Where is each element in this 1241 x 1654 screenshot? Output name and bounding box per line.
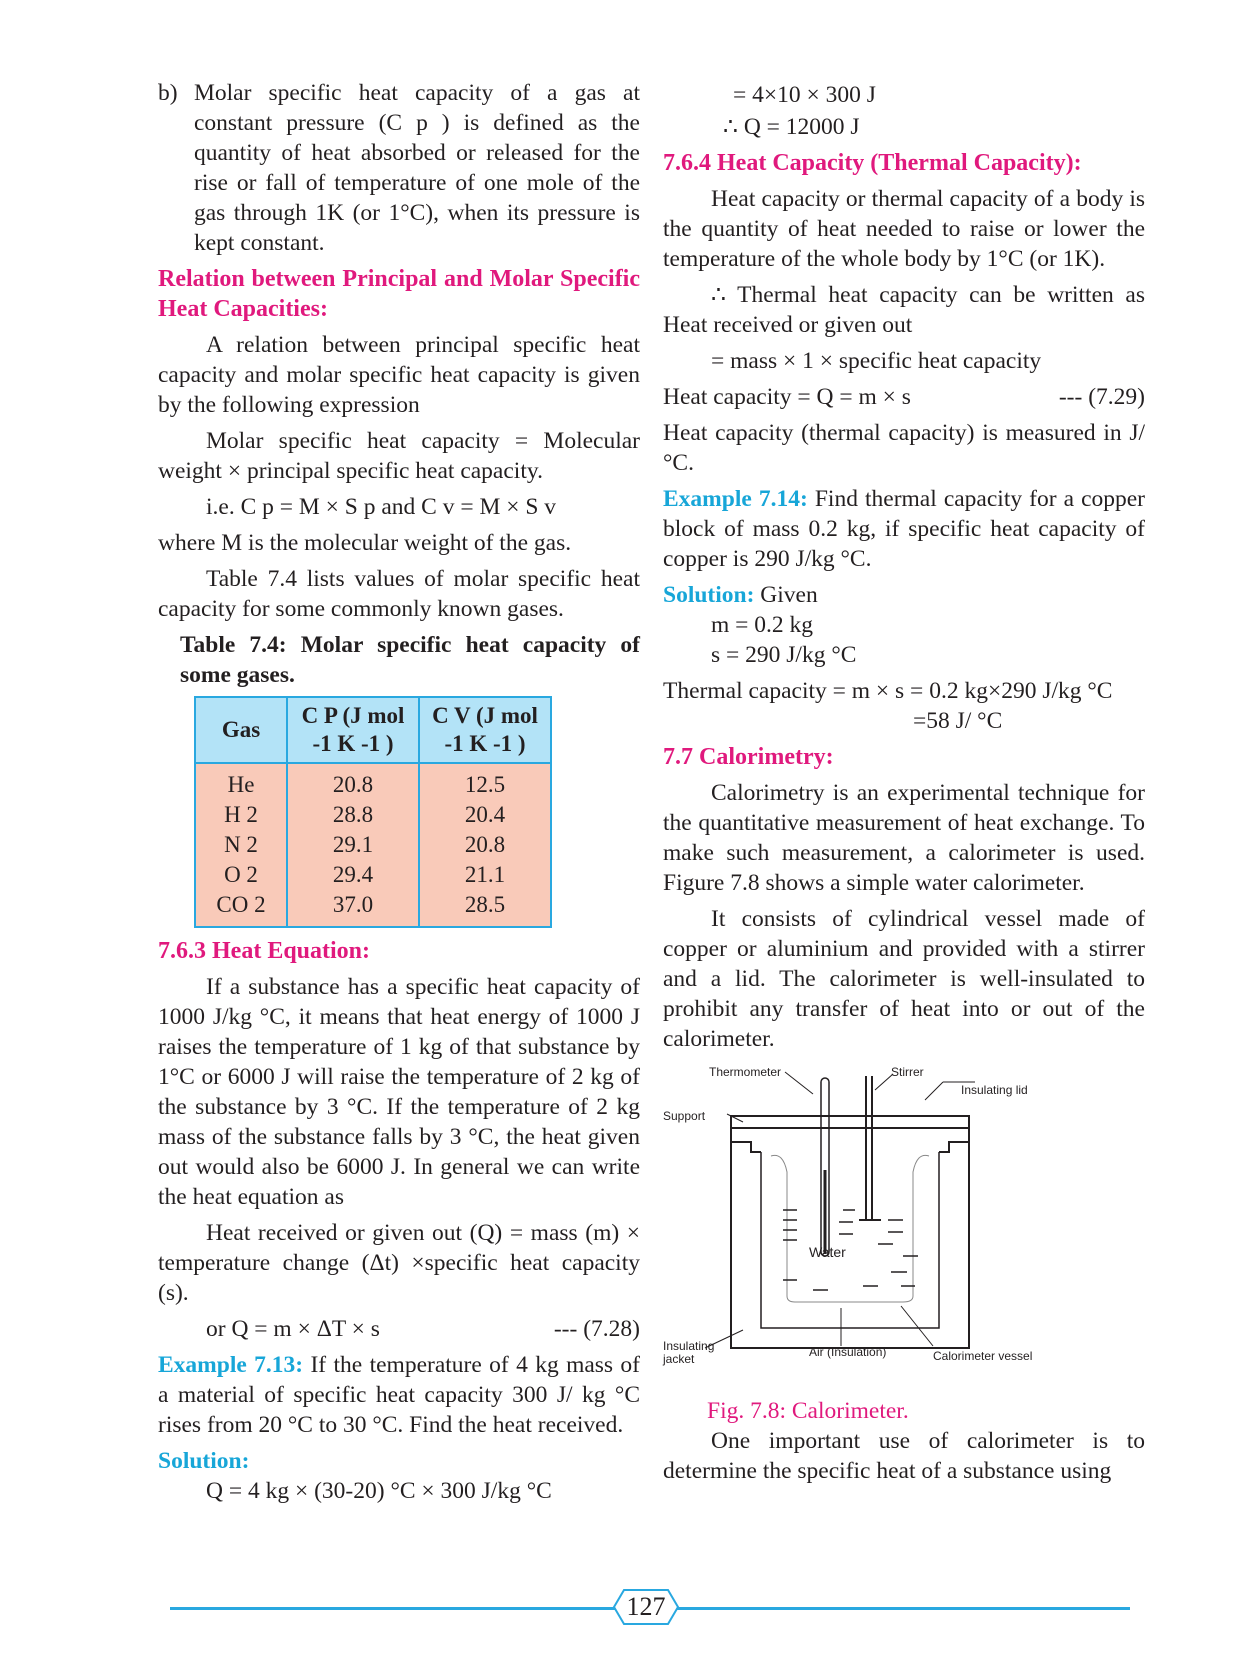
gas-heat-capacity-table: [194, 696, 552, 928]
table-cell: H 2: [195, 800, 287, 830]
solution-given-text: Given: [760, 582, 818, 608]
table-cell: 20.8: [419, 830, 551, 860]
heading-heat-equation: 7.6.3 Heat Equation:: [158, 938, 371, 964]
table-cell: 29.4: [287, 860, 419, 890]
table-cell: CO 2: [195, 890, 287, 927]
table-header: Gas: [195, 697, 287, 763]
calorimeter-figure: [663, 1060, 1145, 1390]
heading-heat-capacity: 7.6.4 Heat Capacity (Thermal Capacity):: [663, 150, 1082, 176]
paragraph-relation-1: A relation between principal specific heat capacity and molar specific heat capacity is given by the following expression: [158, 332, 640, 418]
thermal-capacity-line-1: Thermal capacity = m × s = 0.2 kg×290 J/kg °C: [663, 678, 1113, 704]
table-row: [195, 890, 551, 927]
heat-capacity-eq-1: = mass × 1 × specific heat capacity: [711, 348, 1042, 374]
solution-given: [663, 580, 1145, 610]
label-insulating-jacket: Insulating jacket: [663, 1339, 715, 1366]
table-cell: 28.8: [287, 800, 419, 830]
paragraph-heat-equation-1: If a substance has a specific heat capacity of 1000 J/kg °C, it means that heat energy of 1000 J raises the temperature of 1 kg of that substance by 1°C or 6000 J will raise the temperature of 2 kg of the substance by 3 °C. If the temperature of 2 kg mass of the substance falls by 3 °C, the heat given out would also be 6000 J. In general we can write the heat equation as: [158, 974, 640, 1210]
table-cell: 21.1: [419, 860, 551, 890]
paragraph-molar-cp-definition: Molar specific heat capacity of a gas at constant pressure (C p ) is defined as the quantity of heat absorbed or released for the rise or fall of temperature of one mole of the gas through 1K (or 1°C), when its pressure is kept constant.: [194, 80, 640, 256]
table-cell: 37.0: [287, 890, 419, 927]
paragraph-table-intro: Table 7.4 lists values of molar specific heat capacity for some commonly known gases.: [158, 566, 640, 622]
heading-relation: Relation between Principal and Molar Specific Heat Capacities:: [158, 266, 640, 322]
solution-label: Solution:: [158, 1448, 250, 1474]
equation-number: --- (7.29): [1058, 384, 1145, 410]
table-header: C P (J mol -1 K -1 ): [287, 697, 419, 763]
label-thermometer: Thermometer: [709, 1065, 782, 1079]
table-row: [195, 800, 551, 830]
paragraph-calorimetry-2: It consists of cylindrical vessel made of copper or aluminium and provided with a stirrer and a lid. The calorimeter is well-insulated to prohibit any transfer of heat into or out of the calorimeter.: [663, 906, 1145, 1052]
equation-text: or Q = m × ΔT × s: [206, 1316, 380, 1342]
table-cell: 20.8: [287, 763, 419, 800]
equation-number: --- (7.28): [553, 1316, 640, 1342]
example-text: If the temperature of 4 kg mass of a material of specific heat capacity 300 J/ kg °C rises from 20 °C to 30 °C. Find the heat received.: [158, 1352, 641, 1438]
example-7-14: [663, 484, 1145, 574]
left-column: [158, 78, 640, 1512]
page-number: 127: [626, 1592, 666, 1621]
label-air: Air (Insulation): [809, 1345, 887, 1359]
calorimeter-diagram: [663, 1060, 1145, 1390]
table-cell: 29.1: [287, 830, 419, 860]
example-text: Find thermal capacity for a copper block of mass 0.2 kg, if specific heat capacity of copper is 290 J/kg °C.: [663, 486, 1146, 572]
table-header: C V (J mol -1 K -1 ): [419, 697, 551, 763]
table-cell: 28.5: [419, 890, 551, 927]
calc-line-2: ∴ Q = 12000 J: [723, 114, 860, 140]
thermal-capacity-line-2: =58 J/ °C: [913, 708, 1003, 734]
figure-caption: Fig. 7.8: Calorimeter.: [707, 1398, 909, 1424]
paragraph-closing: One important use of calorimeter is to determine the specific heat of a substance using: [663, 1428, 1145, 1484]
given-s: s = 290 J/kg °C: [711, 642, 857, 668]
insulating-jacket-shape: [731, 1116, 969, 1348]
paragraph-where-m: where M is the molecular weight of the gas.: [158, 530, 572, 556]
table-row: [195, 830, 551, 860]
right-column: [663, 80, 1145, 1492]
table-caption: Table 7.4: Molar specific heat capacity of some gases.: [180, 632, 640, 688]
given-m: m = 0.2 kg: [711, 612, 814, 638]
paragraph-heat-equation-2: Heat received or given out (Q) = mass (m) × temperature change (Δt) ×specific heat capacity (s).: [158, 1220, 640, 1306]
equation-relation: i.e. C p = M × S p and C v = M × S v: [206, 494, 557, 520]
solution-label: Solution:: [663, 582, 755, 608]
list-item-b: [158, 78, 640, 264]
list-label: b): [158, 80, 178, 106]
table-row: [195, 860, 551, 890]
paragraph-heat-capacity-1: Heat capacity or thermal capacity of a body is the quantity of heat needed to raise or lower the temperature of the whole body by 1°C (or 1K).: [663, 186, 1145, 272]
label-stirrer: Stirrer: [891, 1065, 924, 1079]
table-cell: N 2: [195, 830, 287, 860]
equation-7-29: [663, 382, 1145, 412]
table-cell: O 2: [195, 860, 287, 890]
example-7-13: [158, 1350, 640, 1440]
label-insulating-lid: Insulating lid: [961, 1083, 1028, 1097]
calc-line-1: = 4×10 × 300 J: [733, 82, 876, 108]
example-label: Example 7.13:: [158, 1352, 304, 1378]
equation-7-28: [158, 1314, 640, 1344]
heading-calorimetry: 7.7 Calorimetry:: [663, 744, 834, 770]
table-cell: 12.5: [419, 763, 551, 800]
table-row: [195, 763, 551, 800]
paragraph-relation-2: Molar specific heat capacity = Molecular weight × principal specific heat capacity.: [158, 428, 640, 484]
paragraph-calorimetry-1: Calorimetry is an experimental technique for the quantitative measurement of heat exchange. To make such measurement, a calorimeter is used. Figure 7.8 shows a simple water calorimeter.: [663, 780, 1145, 896]
label-support: Support: [663, 1109, 706, 1123]
table-cell: He: [195, 763, 287, 800]
paragraph-heat-capacity-3: Heat capacity (thermal capacity) is measured in J/°C.: [663, 420, 1145, 476]
page-footer: [0, 1588, 1241, 1628]
example-label: Example 7.14:: [663, 486, 808, 512]
table-cell: 20.4: [419, 800, 551, 830]
solution-line: Q = 4 kg × (30-20) °C × 300 J/kg °C: [206, 1478, 552, 1504]
paragraph-heat-capacity-2: ∴ Thermal heat capacity can be written as Heat received or given out: [663, 282, 1145, 338]
equation-text: Heat capacity = Q = m × s: [663, 384, 911, 410]
label-water: Water: [809, 1244, 846, 1260]
label-calorimeter-vessel: Calorimeter vessel: [933, 1349, 1033, 1363]
